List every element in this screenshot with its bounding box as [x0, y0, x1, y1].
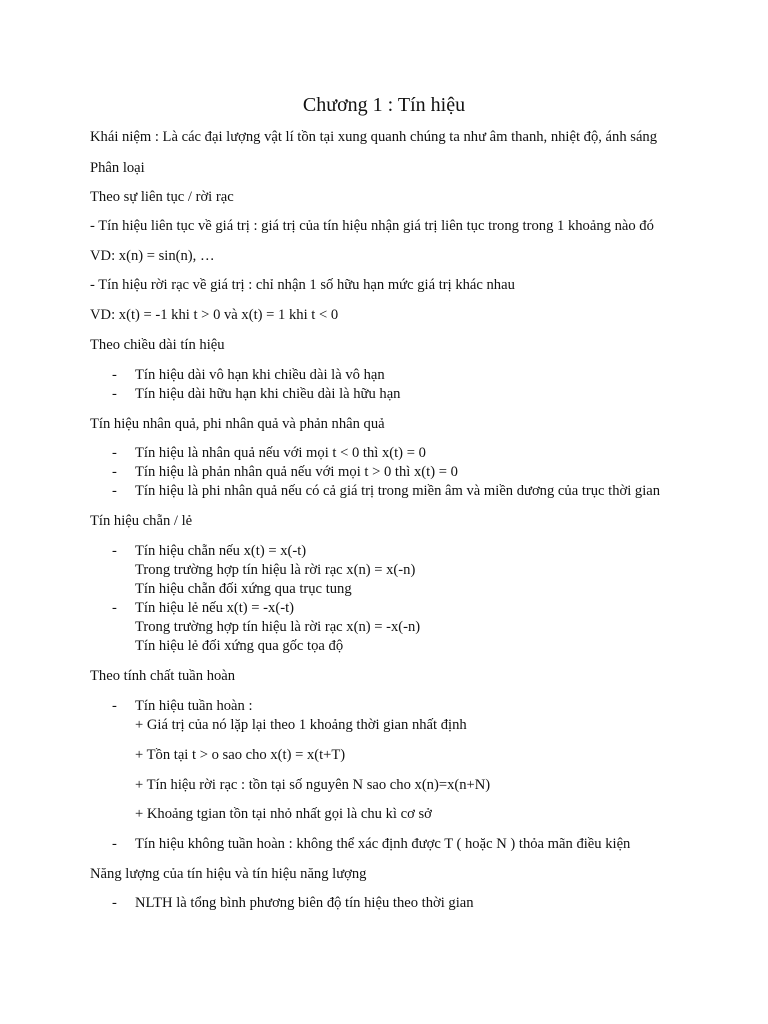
section-heading-length: Theo chiều dài tín hiệu [90, 337, 225, 353]
section-heading-even-odd: Tín hiệu chẵn / lẻ [90, 513, 193, 529]
list-item: Tín hiệu là phi nhân quả nếu có cả giá trị trong miền âm và miền dương của trục thời gian [135, 483, 661, 499]
list-bullet: - [112, 600, 117, 616]
list-item: Tín hiệu chẵn nếu x(t) = x(-t) [135, 543, 307, 559]
list-item: Tín hiệu không tuần hoàn : không thể xác định được T ( hoặc N ) thỏa mãn điều kiện [135, 836, 631, 852]
sub-item: + Tín hiệu rời rạc : tồn tại số nguyên N sao cho x(n)=x(n+N) [135, 777, 491, 793]
section-heading-energy: Năng lượng của tín hiệu và tín hiệu năng lượng [90, 866, 367, 882]
list-item: Tín hiệu dài hữu hạn khi chiều dài là hữu hạn [135, 386, 401, 402]
sub-item: + Giá trị của nó lặp lại theo 1 khoảng thời gian nhất định [135, 717, 467, 733]
paragraph-continuous: - Tín hiệu liên tục về giá trị : giá trị của tín hiệu nhận giá trị liên tục trong trong 1 khoảng nào đó [90, 218, 654, 234]
list-bullet: - [112, 367, 117, 383]
definition-paragraph: Khái niệm : Là các đại lượng vật lí tồn tại xung quanh chúng ta như âm thanh, nhiệt độ, ánh sáng [90, 129, 658, 145]
list-bullet: - [112, 543, 117, 559]
sub-item: + Tồn tại t > o sao cho x(t) = x(t+T) [135, 747, 346, 763]
list-bullet: - [112, 895, 117, 911]
classification-heading: Phân loại [90, 160, 145, 176]
section-heading-continuity: Theo sự liên tục / rời rạc [90, 189, 234, 205]
paragraph-example-2: VD: x(t) = -1 khi t > 0 và x(t) = 1 khi t < 0 [90, 307, 339, 323]
list-bullet: - [112, 836, 117, 852]
list-bullet: - [112, 386, 117, 402]
list-item-continuation: Tín hiệu chẵn đối xứng qua trục tung [135, 581, 352, 597]
page-title: Chương 1 : Tín hiệu [302, 94, 466, 116]
paragraph-example-1: VD: x(n) = sin(n), … [90, 248, 215, 264]
list-bullet: - [112, 698, 117, 714]
sub-item: + Khoảng tgian tồn tại nhỏ nhất gọi là chu kì cơ sở [135, 806, 432, 822]
list-item: Tín hiệu là nhân quả nếu với mọi t < 0 thì x(t) = 0 [135, 445, 426, 461]
list-item: Tín hiệu là phản nhân quả nếu với mọi t > 0 thì x(t) = 0 [135, 464, 458, 480]
list-item-continuation: Trong trường hợp tín hiệu là rời rạc x(n) = x(-n) [135, 562, 416, 578]
list-bullet: - [112, 445, 117, 461]
list-item: Tín hiệu dài vô hạn khi chiều dài là vô hạn [135, 367, 385, 383]
list-item: Tín hiệu lẻ nếu x(t) = -x(-t) [135, 600, 294, 616]
list-bullet: - [112, 483, 117, 499]
section-heading-periodic: Theo tính chất tuần hoàn [90, 668, 236, 684]
list-item-continuation: Tín hiệu lẻ đối xứng qua gốc tọa độ [135, 638, 344, 654]
section-heading-causality: Tín hiệu nhân quả, phi nhân quả và phản nhân quả [90, 416, 385, 432]
list-bullet: - [112, 464, 117, 480]
paragraph-discrete: - Tín hiệu rời rạc về giá trị : chỉ nhận 1 số hữu hạn mức giá trị khác nhau [90, 277, 515, 293]
list-item: Tín hiệu tuần hoàn : [135, 698, 253, 714]
list-item: NLTH là tổng bình phương biên độ tín hiệu theo thời gian [135, 895, 474, 911]
list-item-continuation: Trong trường hợp tín hiệu là rời rạc x(n) = -x(-n) [135, 619, 421, 635]
